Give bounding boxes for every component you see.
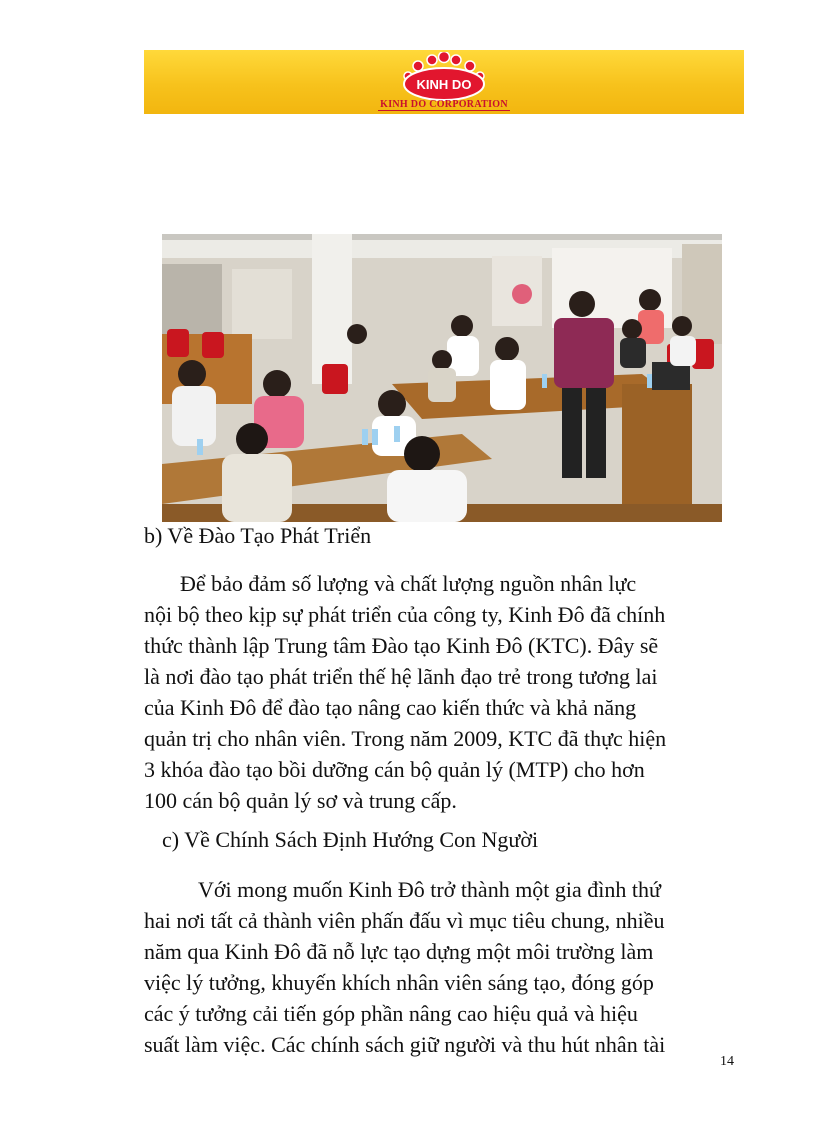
logo-caption: KINH DO CORPORATION — [380, 99, 508, 110]
paragraph-line: của Kinh Đô để đào tạo nâng cao kiến thức và khả năng — [144, 695, 637, 720]
paragraph-line: Với mong muốn Kinh Đô trở thành một gia đình thứ — [198, 877, 661, 902]
paragraph-line: thức thành lập Trung tâm Đào tạo Kinh Đô (KTC). Đây sẽ — [144, 633, 659, 658]
paragraph-line: việc lý tưởng, khuyến khích nhân viên sáng tạo, đóng góp — [144, 970, 654, 995]
section-heading-training: b) Về Đào Tạo Phát Triển — [144, 523, 372, 548]
paragraph-line: Để bảo đảm số lượng và chất lượng nguồn nhân lực — [180, 571, 637, 596]
paragraph-line: 3 khóa đào tạo bồi dưỡng cán bộ quản lý (MTP) cho hơn — [144, 757, 645, 782]
paragraph-line: năm qua Kinh Đô đã nỗ lực tạo dựng một môi trường làm — [144, 939, 654, 964]
paragraph-line: quản trị cho nhân viên. Trong năm 2009, KTC đã thực hiện — [144, 726, 667, 751]
classroom-photo — [162, 234, 722, 522]
section-heading-people-policy: c) Về Chính Sách Định Hướng Con Người — [162, 827, 539, 852]
paragraph-line: nội bộ theo kịp sự phát triển của công ty, Kinh Đô đã chính — [144, 602, 666, 627]
paragraph-training — [144, 568, 744, 816]
paragraph-line: hai nơi tất cả thành viên phấn đấu vì mục tiêu chung, nhiều — [144, 908, 665, 933]
paragraph-people-policy — [144, 874, 744, 1060]
paragraph-line: là nơi đào tạo phát triển thế hệ lãnh đạo trẻ trong tương lai — [144, 664, 658, 689]
paragraph-line: suất làm việc. Các chính sách giữ người và thu hút nhân tài — [144, 1032, 666, 1057]
paragraph-line: 100 cán bộ quản lý sơ và trung cấp. — [144, 788, 457, 813]
paragraph-line: các ý tưởng cải tiến góp phần nâng cao hiệu quả và hiệu — [144, 1001, 638, 1026]
logo-badge-text: KINH DO — [416, 77, 472, 92]
page-number: 14 — [720, 1054, 734, 1069]
